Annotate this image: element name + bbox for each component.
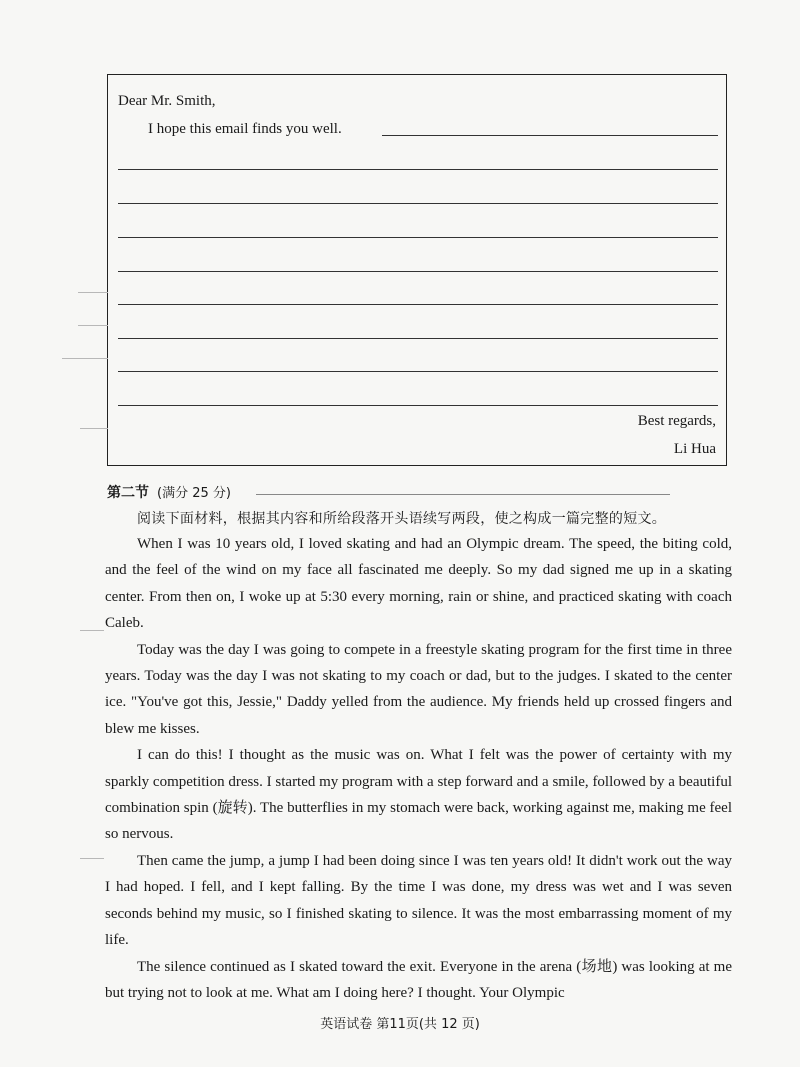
letter-signature: Li Hua [673, 441, 716, 457]
bleed-through-line [80, 858, 104, 859]
bleed-through-line [62, 358, 108, 359]
answer-line [118, 338, 718, 339]
answer-line [118, 304, 718, 305]
page-footer: 英语试卷 第11页(共 12 页) [320, 1017, 480, 1032]
bleed-through-line [78, 292, 108, 293]
section-score: (满分 25 分) [157, 486, 231, 501]
reading-passage [105, 531, 732, 1006]
letter-salutation: Dear Mr. Smith, [118, 93, 216, 109]
passage-paragraph: When I was 10 years old, I loved skating and had an Olympic dream. The speed, the biting cold, and the feel of the wind on my face all fascinated me deeply. So my dad signed me up in a skating center. From then on, I woke up at 5:30 every morning, rain or shine, and practiced skating with coach Caleb. [105, 536, 732, 632]
answer-line [118, 271, 718, 272]
section-title: 第二节 [107, 485, 149, 501]
answer-line [118, 371, 718, 372]
passage-paragraph: I can do this! I thought as the music was on. What I felt was the power of certainty with my sparkly competition dress. I started my program with a step forward and a smile, followed by a beautiful combination spin (旋转). The butterflies in my stomach were back, working against me, making me feel so nervous. [105, 747, 732, 843]
passage-paragraph: Today was the day I was going to compete in a freestyle skating program for the first time in three years. Today was the day I was not skating to my coach or dad, but to the judges. I skated to the center ice. "You've got this, Jessie," Daddy yelled from the audience. My friends held up crossed fingers and blew me kisses. [105, 641, 732, 737]
bleed-through-line [78, 325, 108, 326]
letter-writing-box [107, 74, 727, 466]
answer-line [118, 169, 718, 170]
passage-paragraph: The silence continued as I skated toward the exit. Everyone in the arena (场地) was looking at me but trying not to look at me. What am I doing here? I thought. Your Olympic [105, 958, 732, 1001]
section-rule [256, 494, 670, 495]
answer-line [118, 237, 718, 238]
answer-line [118, 203, 718, 204]
bleed-through-line [80, 428, 108, 429]
answer-line [382, 135, 718, 136]
letter-closing: Best regards, [637, 413, 716, 429]
section-instruction: 阅读下面材料，根据其内容和所给段落开头语续写两段，使之构成一篇完整的短文。 [137, 511, 667, 527]
section-heading [107, 482, 231, 502]
bleed-through-line [80, 630, 104, 631]
letter-opening: I hope this email finds you well. [148, 121, 342, 137]
answer-line [118, 405, 718, 406]
passage-paragraph: Then came the jump, a jump I had been doing since I was ten years old! It didn't work out the way I had hoped. I fell, and I kept falling. By the time I was done, my dress was wet and I was seven seconds behind my music, so I finished skating to silence. It was the most embarrassing moment of my life. [105, 852, 732, 949]
